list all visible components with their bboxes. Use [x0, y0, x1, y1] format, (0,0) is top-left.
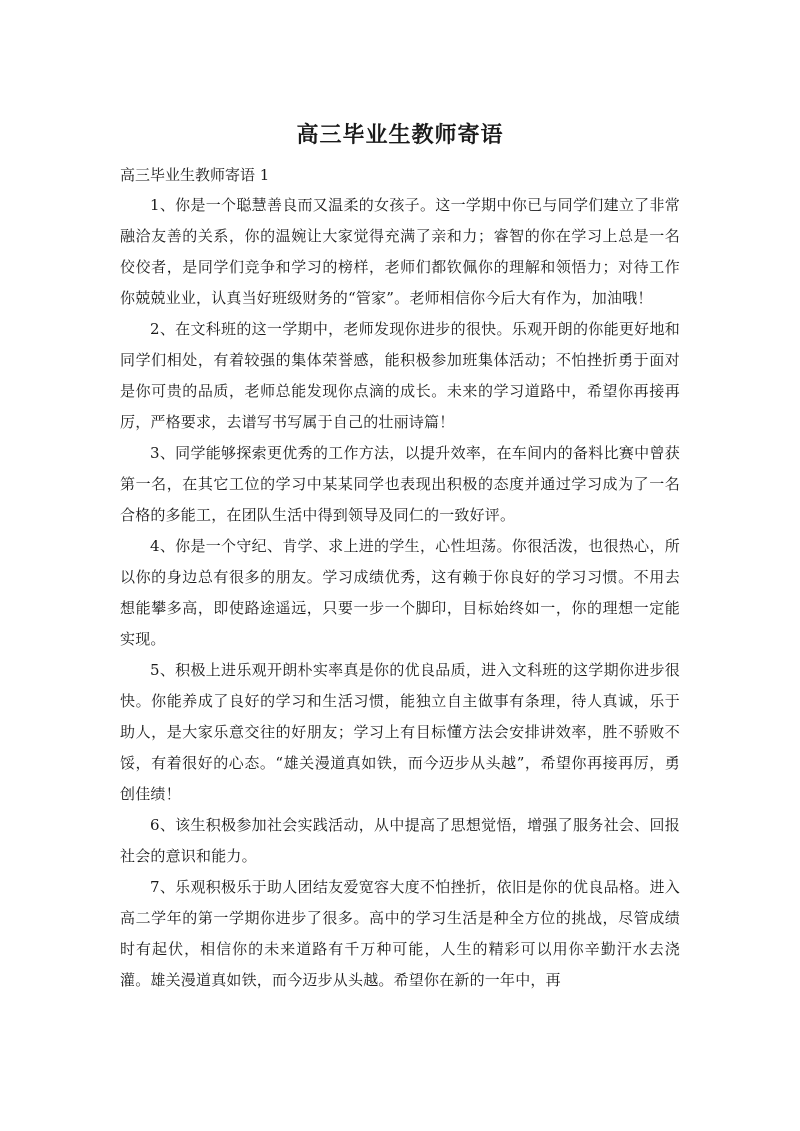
paragraph-6: 6、该生积极参加社会实践活动，从中提高了思想觉悟，增强了服务社会、回报社会的意识和能力。	[120, 816, 680, 865]
paragraph-5: 5、积极上进乐观开朗朴实率真是你的优良品质，进入文科班的这学期你进步很快。你能养成了良好的学习和生活习惯，能独立自主做事有条理，待人真诚，乐于助人，是大家乐意交往的好朋友；学习上有目标懂方法会安排讲效率，胜不骄败不馁，有着很好的心态。“雄关漫道真如铁，而今迈步从头越”，希望你再接再厉，勇创佳绩！	[120, 661, 680, 803]
paragraph-7: 7、乐观积极乐于助人团结友爱宽容大度不怕挫折，依旧是你的优良品格。进入高二学年的第一学期你进步了很多。高中的学习生活是种全方位的挑战，尽管成绩时有起伏，相信你的未来道路有千万种可能，人生的精彩可以用你辛勤汗水去浇灌。雄关漫道真如铁，而今迈步从头越。希望你在新的一年中，再	[120, 878, 680, 989]
document-body	[120, 190, 680, 996]
section-heading: 高三毕业生教师寄语 1	[120, 166, 270, 184]
paragraph-2: 2、在文科班的这一学期中，老师发现你进步的很快。乐观开朗的你能更好地和同学们相处，有着较强的集体荣誉感，能积极参加班集体活动；不怕挫折勇于面对是你可贵的品质，老师总能发现你点滴的成长。未来的学习道路中，希望你再接再厉，严格要求，去谱写书写属于自己的壮丽诗篇！	[120, 320, 680, 431]
paragraph-1: 1、你是一个聪慧善良而又温柔的女孩子。这一学期中你已与同学们建立了非常融洽友善的关系，你的温婉让大家觉得充满了亲和力；睿智的你在学习上总是一名佼佼者，是同学们竞争和学习的榜样，老师们都钦佩你的理解和领悟力；对待工作你兢兢业业，认真当好班级财务的“管家”。老师相信你今后大有作为，加油哦！	[120, 196, 680, 307]
paragraph-4: 4、你是一个守纪、肯学、求上进的学生，心性坦荡。你很活泼，也很热心，所以你的身边总有很多的朋友。学习成绩优秀，这有赖于你良好的学习习惯。不用去想能攀多高，即使路途遥远，只要一步一个脚印，目标始终如一，你的理想一定能实现。	[120, 537, 680, 648]
paragraph-3: 3、同学能够探索更优秀的工作方法，以提升效率，在车间内的备料比赛中曾获第一名，在其它工位的学习中某某同学也表现出积极的态度并通过学习成为了一名合格的多能工，在团队生活中得到领导及同仁的一致好评。	[120, 444, 680, 524]
document-title: 高三毕业生教师寄语	[296, 123, 504, 148]
